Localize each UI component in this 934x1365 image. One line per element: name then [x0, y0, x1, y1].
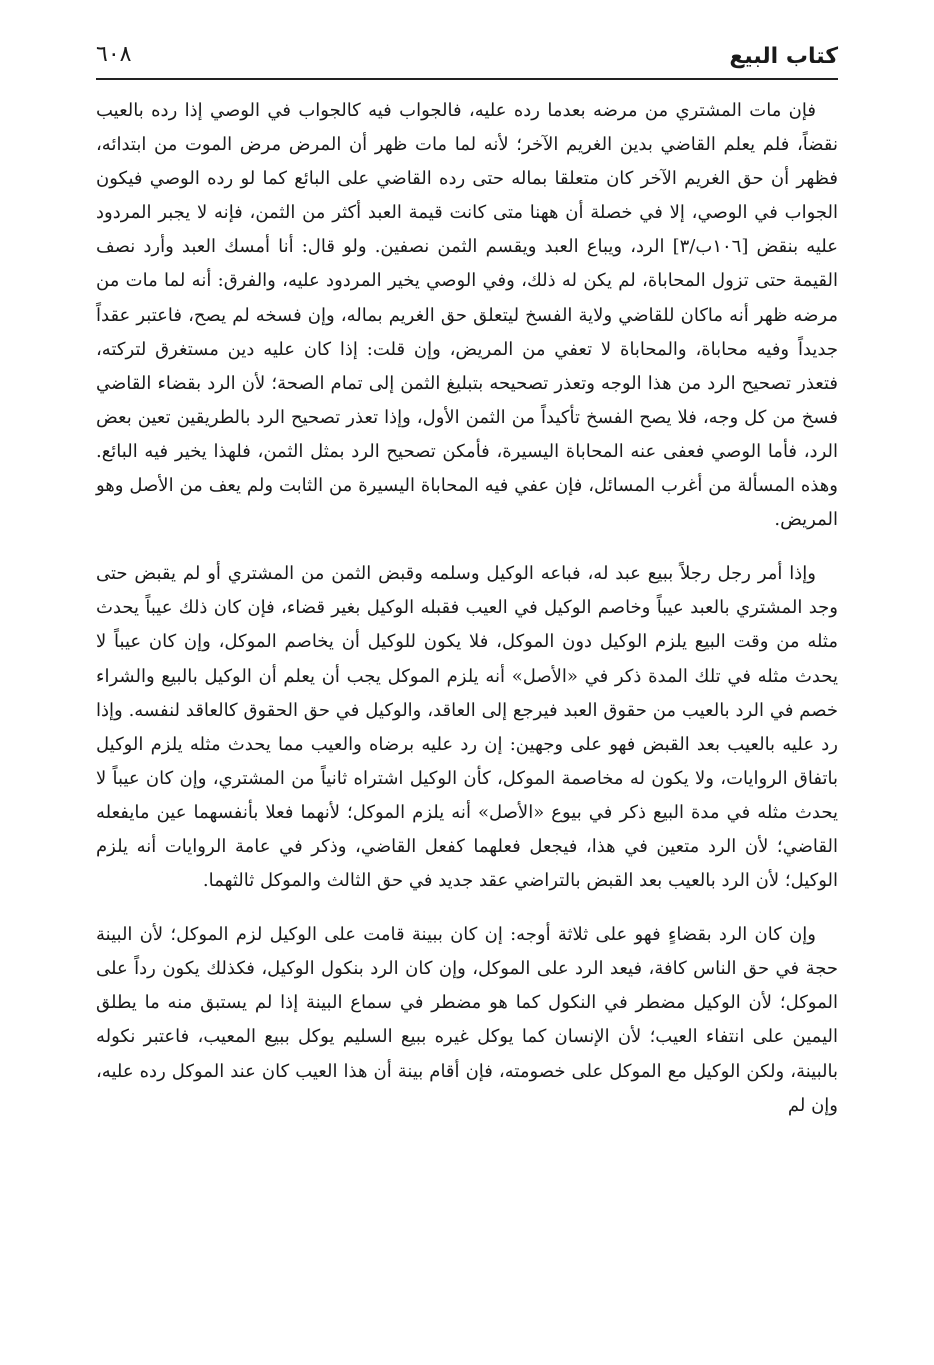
paragraph-2: [96, 557, 838, 898]
paragraph-text: وإن كان الرد بقضاءٍ فهو على ثلاثة أوجه: إن كان ببينة قامت على الوكيل لزم الموكل؛ لأن البينة حجة في حق الناس كافة، فيعد الرد على الموكل، وإن كان الرد بنكول الوكيل، فكذلك يكون رداً على الموكل؛ لأن الوكيل مضطر في النكول كما هو مضطر في سماع البينة إذا لم يستبق منه ما يطلق اليمين على انتفاء العيب؛ لأن الإنسان كما يوكل غيره ببيع السليم يوكل ببيع المعيب، فاعتبر نكوله بالبينة، ولكن الوكيل مع الموكل على خصومته، فإن أقام بينة أن هذا العيب كان عند الموكل رده عليه، وإن لم: [96, 924, 838, 1116]
body-text: [96, 94, 838, 1143]
paragraph-1: [96, 94, 838, 537]
paragraph-text: فإن مات المشتري من مرضه بعدما رده عليه، فالجواب فيه كالجواب في الوصي إذا رده بالعيب نقضاً، فلم يعلم القاضي بدين الغريم الآخر؛ لأنه لما مات ظهر أن المرض مرض الموت من ابتدائه، فظهر أن حق الغريم الآخر كان متعلقا بماله حتى رده القاضي على البائع كما لو رده الوصي فيكون الجواب في الوصي، إلا في خصلة أن ههنا متى كانت قيمة العبد أكثر من الثمن، فإنه لا يجبر المردود عليه بنقض [١٠٦ب/٣] الرد، ويباع العبد ويقسم الثمن نصفين. ولو قال: أنا أمسك العبد وأرد نصف القيمة حتى تزول المحاباة، لم يكن له ذلك، وفي الوصي يخير المردود عليه، والفرق: أنه لما مات من مرضه ظهر أنه ماكان للقاضي ولاية الفسخ ليتعلق حق الغريم بماله، وإن فسخه لم يصح، فاعتبر عقداً جديداً وفيه محاباة، والمحاباة لا تعفي من المريض، وإن قلت: إذا كان عليه دين مستغرق لتركته، فتعذر تصحيح الرد من هذا الوجه وتعذر تصحيحه بتبليغ الثمن إلى تمام الصحة؛ لأن الرد بقضاء القاضي فسخ من كل وجه، فلا يصح الفسخ تأكيداً من الثمن الأول، وإذا تعذر تصحيح الرد بالطريقين تعين بعض الرد، فأما الوصي فعفى عنه المحاباة اليسيرة، فأمكن تصحيح الرد بمثل الثمن، فلهذا يخير فيه البائع. وهذه المسألة من أغرب المسائل، فإن عفي فيه المحاباة اليسيرة من الثابت ولم يعف من الأصل وهو المريض.: [96, 100, 838, 531]
paragraph-3: [96, 918, 838, 1123]
running-header: [96, 38, 838, 80]
page-number: ٦٠٨: [96, 42, 132, 67]
header-rule: [96, 78, 838, 80]
paragraph-text: وإذا أمر رجل رجلاً ببيع عبد له، فباعه الوكيل وسلمه وقبض الثمن من المشتري أو لم يقبض حتى وجد المشتري بالعبد عيباً وخاصم الوكيل في العيب فقبله الوكيل بغير قضاء، فإن كان ذلك عيباً يحدث مثله من وقت البيع يلزم الوكيل دون الموكل، فلا يكون للوكيل أن يخاصم الموكل، وإن كان عيباً لا يحدث مثله في تلك المدة ذكر في «الأصل» أنه يلزم الموكل يجب أن يعلم أن الوكيل بالبيع والشراء خصم في الرد بالعيب من حقوق العبد فيرجع إلى العاقد، والوكيل في حق الحقوق كالعاقد لنفسه. وإذا رد عليه بالعيب بعد القبض فهو على وجهين: إن رد عليه برضاه والعيب مما يحدث مثله يلزم الوكيل باتفاق الروايات، ولا يكون له مخاصمة الموكل، كأن الوكيل اشتراه ثانياً من المشتري، وإن كان عيباً لا يحدث مثله في مدة البيع ذكر في بيوع «الأصل» أنه يلزم الموكل؛ لأنهما فعلا بأنفسهما عين مايفعله القاضي؛ لأن الرد متعين في هذا، فيجعل فعلهما كفعل القاضي، وذكر في عامة الروايات أنه يلزم الوكيل؛ لأن الرد بالعيب بعد القبض بالتراضي عقد جديد في حق الثالث والموكل ثالثهما.: [96, 563, 838, 892]
book-title: كتاب البيع: [729, 44, 838, 69]
